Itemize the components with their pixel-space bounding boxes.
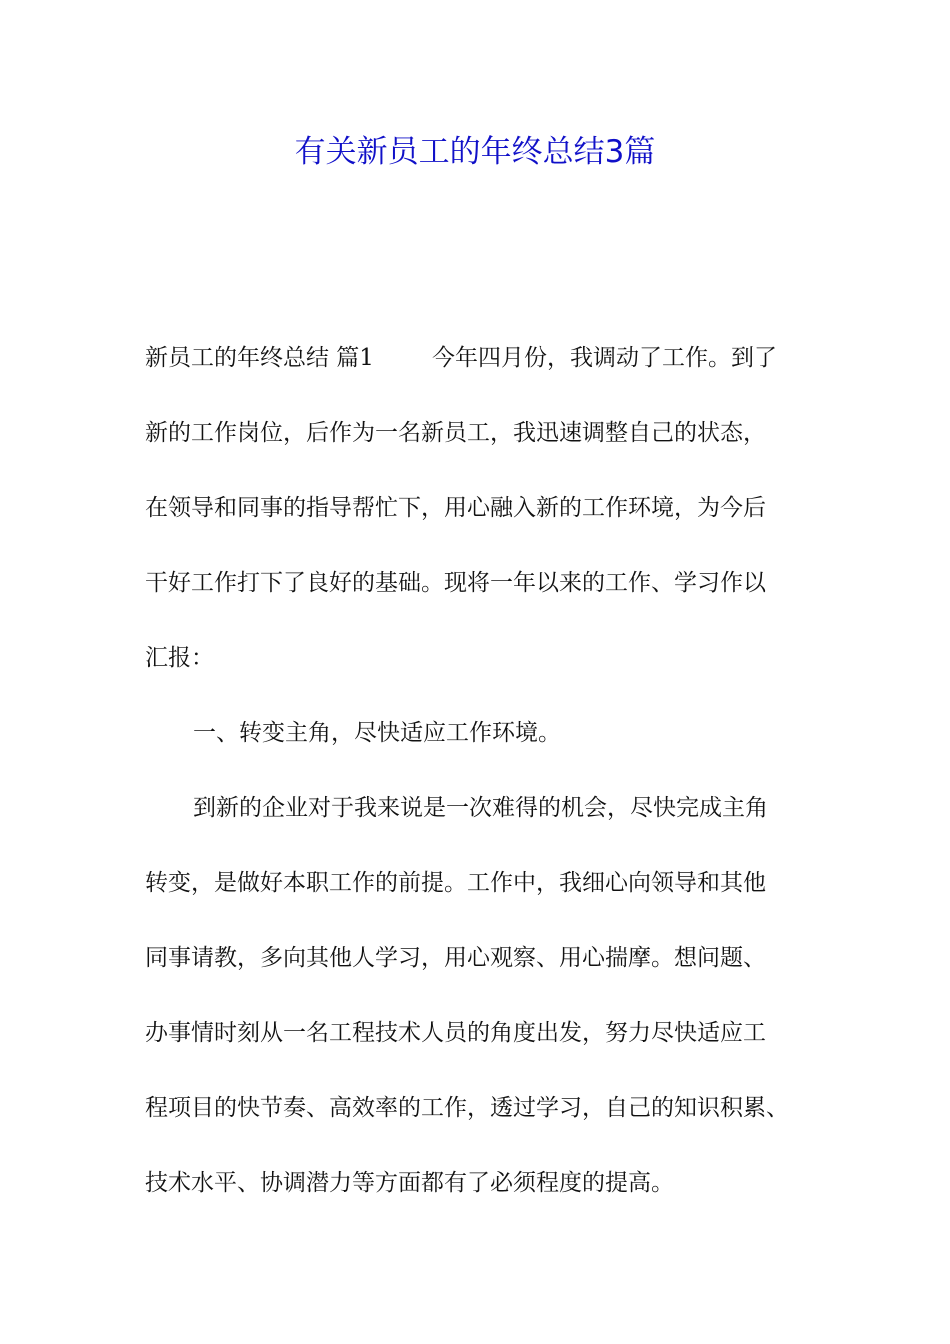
paragraph-line: 干好工作打下了良好的基础。现将一年以来的工作、学习作以 — [145, 570, 766, 596]
paragraph-line: 办事情时刻从一名工程技术人员的角度出发，努力尽快适应工 — [145, 1020, 766, 1046]
paragraph-line: 转变，是做好本职工作的前提。工作中，我细心向领导和其他 — [145, 870, 766, 896]
paragraph-line: 到新的企业对于我来说是一次难得的机会，尽快完成主角 — [193, 795, 768, 821]
paragraph-line: 技术水平、协调潜力等方面都有了必须程度的提高。 — [145, 1170, 674, 1196]
paragraph-line: 汇报： — [145, 645, 214, 671]
subheading-line: 一、转变主角，尽快适应工作环境。 — [193, 720, 561, 746]
paragraph-line: 程项目的快节奏、高效率的工作，透过学习，自己的知识积累、 — [145, 1095, 789, 1121]
paragraph-line — [145, 343, 777, 373]
section-heading: 新员工的年终总结 篇1 — [145, 345, 374, 371]
document-title: 有关新员工的年终总结3篇 — [294, 134, 656, 170]
paragraph-line: 同事请教，多向其他人学习，用心观察、用心揣摩。想问题、 — [145, 945, 766, 971]
paragraph-text: 今年四月份，我调动了工作。到了 — [431, 345, 777, 371]
paragraph-line: 新的工作岗位，后作为一名新员工，我迅速调整自己的状态， — [145, 420, 766, 446]
paragraph-line: 在领导和同事的指导帮忙下，用心融入新的工作环境，为今后 — [145, 495, 766, 521]
